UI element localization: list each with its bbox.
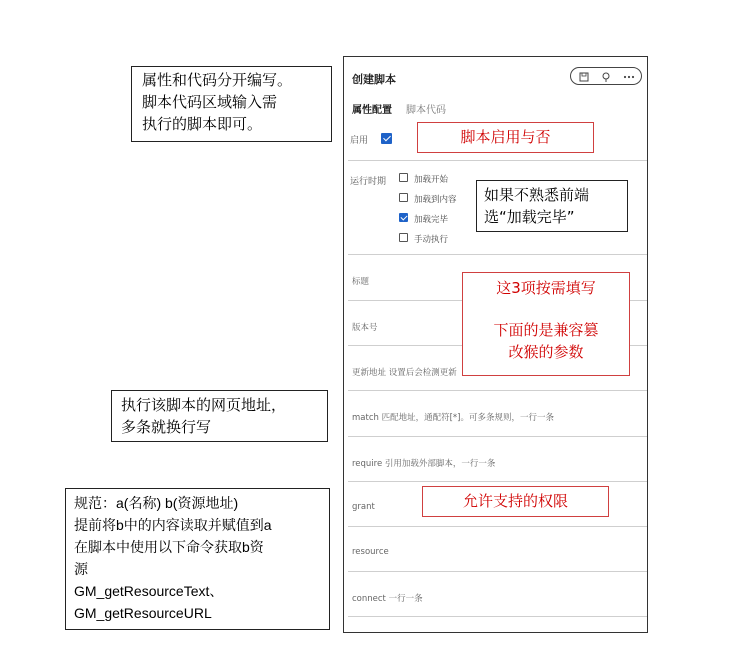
match-field[interactable] <box>344 391 647 436</box>
grant-annotation: 允许支持的权限 <box>422 486 609 517</box>
enable-checkbox[interactable] <box>381 133 392 144</box>
title-field-placeholder: 标题 <box>352 277 370 287</box>
more-icon[interactable] <box>621 69 637 83</box>
fields-annotation-line-2: 下面的是兼容篡 改猴的参数 <box>493 321 599 361</box>
match-field-placeholder: match 匹配地址，通配符[*]。可多条规则，一行一条 <box>352 413 554 423</box>
resource-field[interactable] <box>344 527 647 572</box>
option-load-content-checkbox[interactable] <box>399 193 408 202</box>
require-field-placeholder: require 引用加载外部脚本，一行一条 <box>352 459 496 469</box>
save-icon[interactable] <box>576 69 592 83</box>
divider <box>348 160 647 161</box>
panel-title: 创建脚本 <box>352 73 396 86</box>
fields-annotation-line-1: 这3项按需填写 <box>496 279 596 297</box>
intro-annotation: 属性和代码分开编写。 脚本代码区域输入需 执行的脚本即可。 <box>131 66 332 142</box>
match-annotation: 执行该脚本的网页地址， 多条就换行写 <box>111 390 328 442</box>
resource-annotation: 规范：a(名称) b(资源地址) 提前将b中的内容读取并赋值到a 在脚本中使用以下命令获取b资 源 GM_getResourceText、 GM_getResourceURL <box>65 488 330 630</box>
connect-field-placeholder: connect 一行一条 <box>352 594 423 604</box>
option-load-start-label: 加载开始 <box>414 175 449 185</box>
tab-script-code[interactable]: 脚本代码 <box>406 105 446 116</box>
run-at-annotation: 如果不熟悉前端 选“加载完毕” <box>476 180 628 232</box>
enable-annotation: 脚本启用与否 <box>417 122 594 153</box>
require-field[interactable] <box>344 437 647 482</box>
version-field-placeholder: 版本号 <box>352 323 378 333</box>
resource-field-placeholder: resource <box>352 547 389 557</box>
update-url-field-placeholder: 更新地址 设置后会检测更新 <box>352 368 457 378</box>
option-load-complete-checkbox[interactable] <box>399 213 408 222</box>
enable-label: 启用 <box>350 136 369 146</box>
option-load-complete-label: 加载完毕 <box>414 215 449 225</box>
connect-field[interactable] <box>344 572 647 617</box>
action-toolbar <box>570 67 642 85</box>
tab-properties[interactable]: 属性配置 <box>352 105 392 116</box>
option-load-content-label: 加载到内容 <box>414 195 457 205</box>
lightbulb-icon[interactable] <box>598 69 614 83</box>
divider <box>348 616 647 617</box>
run-at-label: 运行时期 <box>350 177 387 187</box>
option-manual-label: 手动执行 <box>414 235 449 245</box>
option-load-start-checkbox[interactable] <box>399 173 408 182</box>
fields-annotation <box>462 272 630 376</box>
option-manual-checkbox[interactable] <box>399 233 408 242</box>
grant-field-placeholder: grant <box>352 502 375 512</box>
